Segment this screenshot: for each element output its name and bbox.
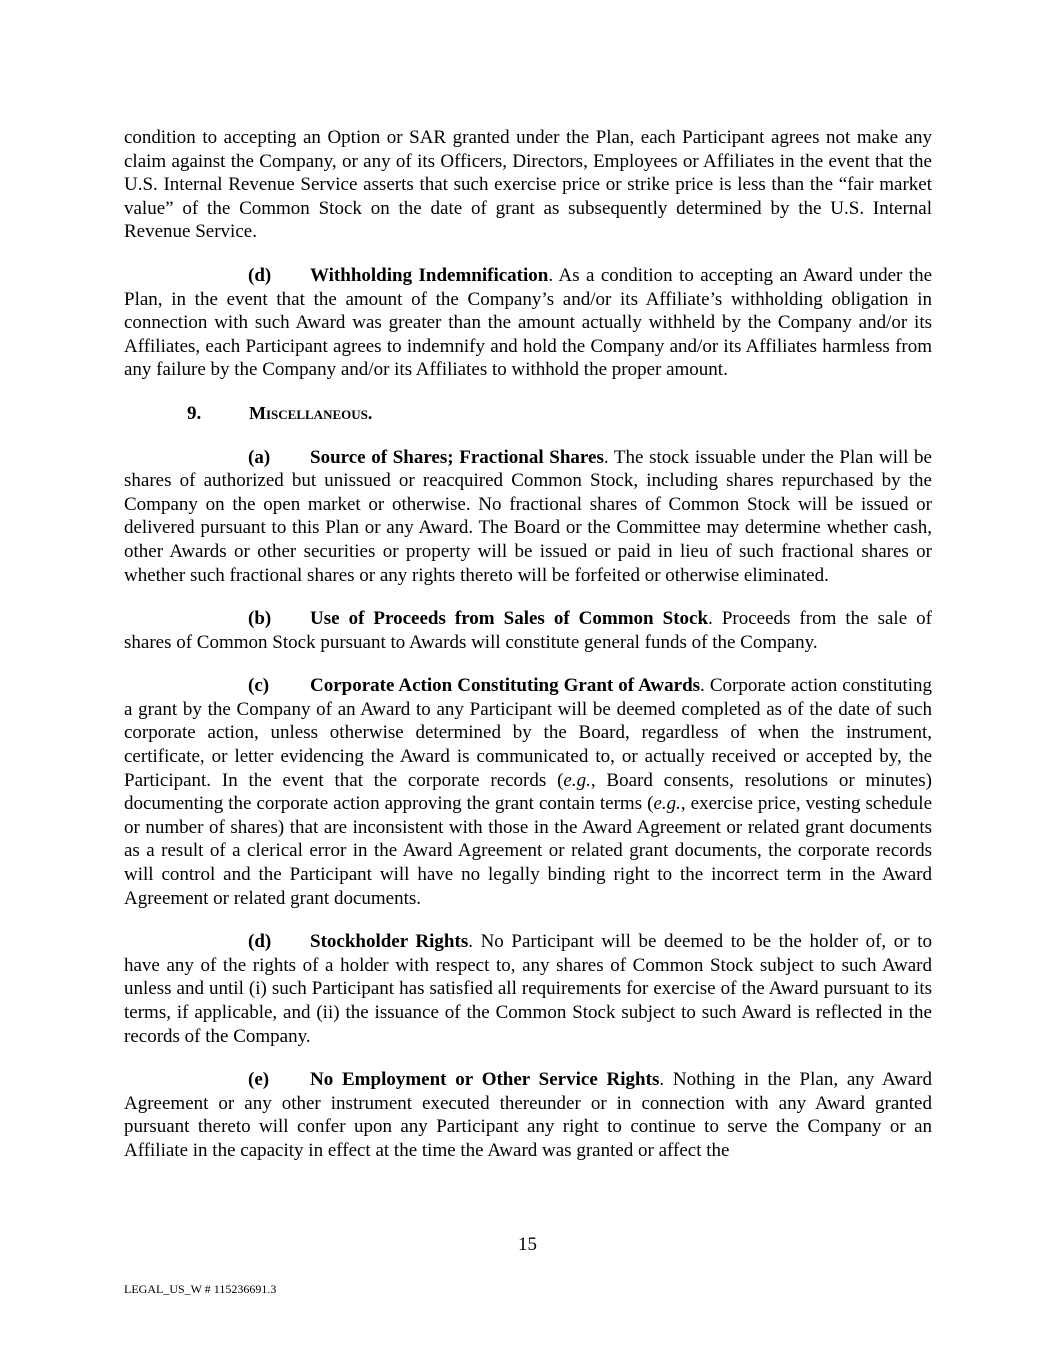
paragraph-continuation	[124, 126, 932, 244]
paragraph-stockholder-rights	[124, 930, 932, 1048]
paragraph-corporate-action	[124, 674, 932, 910]
paragraph-heading: Source of Shares; Fractional Shares	[310, 446, 604, 468]
paragraph-text: . No Participant will be deemed to be the holder of, or to have any of the rights of a holder with respect to, any shares of Common Stock subject to such Award unless and until (i) such Participant has satisfied all requirements for exercise of the Award pursuant to its terms, if applicable, and (ii) the issuance of the Common Stock subject to such Award is reflected in the records of the Company.	[124, 931, 932, 1047]
paragraph-text: . Corporate action constituting a grant by the Company of an Award to any Participant will be deemed completed as of the date of such corporate action, unless otherwise determined by the Board, regardless of when the instrument, certificate, or letter evidencing the Award is communicated to, or actually received or accepted by, the Participant. In the event that the corporate records (	[124, 675, 932, 791]
paragraph-label: (a)	[248, 446, 271, 468]
paragraph-text: , exercise price, vesting schedule or number of shares) that are inconsistent with those in the Award Agreement or related grant documents as a result of a clerical error in the Award Agreement or related grant documents, the corporate records will control and the Participant will have no legally binding right to the incorrect term in the Award Agreement or related grant documents.	[124, 793, 933, 909]
paragraph-label: (e)	[248, 1069, 270, 1091]
paragraph-italic-eg: e.g.	[563, 769, 591, 791]
paragraph-heading: Use of Proceeds from Sales of Common Stock	[310, 608, 709, 630]
page-number: 15	[518, 1234, 537, 1255]
paragraph-heading: Corporate Action Constituting Grant of Awards	[310, 675, 701, 697]
section-number: 9.	[187, 402, 202, 424]
paragraph-text: . Proceeds from the sale of shares of Common Stock pursuant to Awards will constitute general funds of the Company.	[124, 608, 932, 653]
paragraph-no-employment-rights	[124, 1068, 932, 1162]
paragraph-italic-eg: e.g.	[653, 793, 681, 815]
section-heading-miscellaneous	[124, 402, 932, 426]
paragraph-label: (c)	[248, 675, 270, 697]
paragraph-label: (d)	[248, 931, 272, 953]
paragraph-heading: Stockholder Rights	[310, 931, 469, 953]
section-title: Miscellaneous.	[249, 402, 373, 423]
paragraph-heading: No Employment or Other Service Rights	[310, 1069, 660, 1091]
paragraph-label: (b)	[248, 608, 272, 630]
document-footer-id: LEGAL_US_W # 115236691.3	[124, 1282, 277, 1296]
paragraph-text: . As a condition to accepting an Award under the Plan, in the event that the amount of the Company’s and/or its Affiliate’s withholding obligation in connection with such Award was greater than the amount actually withheld by the Company and/or its Affiliates, each Participant agrees to indemnify and hold the Company and/or its Affiliates harmless from any failure by the Company and/or its Affiliates to withhold the proper amount.	[124, 264, 933, 381]
paragraph-text: , Board consents, resolutions or minutes) documenting the corporate action approving the grant contain terms (	[124, 769, 932, 815]
paragraph-label: (d)	[248, 264, 272, 286]
paragraph-text: . Nothing in the Plan, any Award Agreement or any other instrument executed thereunder or in connection with any Award granted pursuant thereto will confer upon any Participant any right to continue to serve the Company or an Affiliate in the capacity in effect at the time the Award was granted or affect the	[124, 1069, 932, 1161]
paragraph-text: condition to accepting an Option or SAR granted under the Plan, each Participant agrees not make any claim against the Company, or any of its Officers, Directors, Employees or Affiliates in the event that the U.S. Internal Revenue Service asserts that such exercise price or strike price is less than the “fair market value” of the Common Stock on the date of grant as subsequently determined by the U.S. Internal Revenue Service.	[124, 127, 932, 243]
paragraph-use-of-proceeds	[124, 607, 932, 654]
paragraph-text: . The stock issuable under the Plan will be shares of authorized but unissued or reacquired Common Stock, including shares repurchased by the Company on the open market or otherwise. No fractional shares of Common Stock will be issued or delivered pursuant to this Plan or any Award. The Board or the Committee may determine whether cash, other Awards or other securities or property will be issued or paid in lieu of such fractional shares or whether such fractional shares or any rights thereto will be forfeited or otherwise eliminated.	[124, 446, 932, 586]
paragraph-source-of-shares	[124, 446, 932, 588]
paragraph-heading: Withholding Indemnification	[310, 264, 549, 286]
document-body	[124, 126, 932, 1183]
paragraph-withholding-indemnification	[124, 264, 932, 382]
